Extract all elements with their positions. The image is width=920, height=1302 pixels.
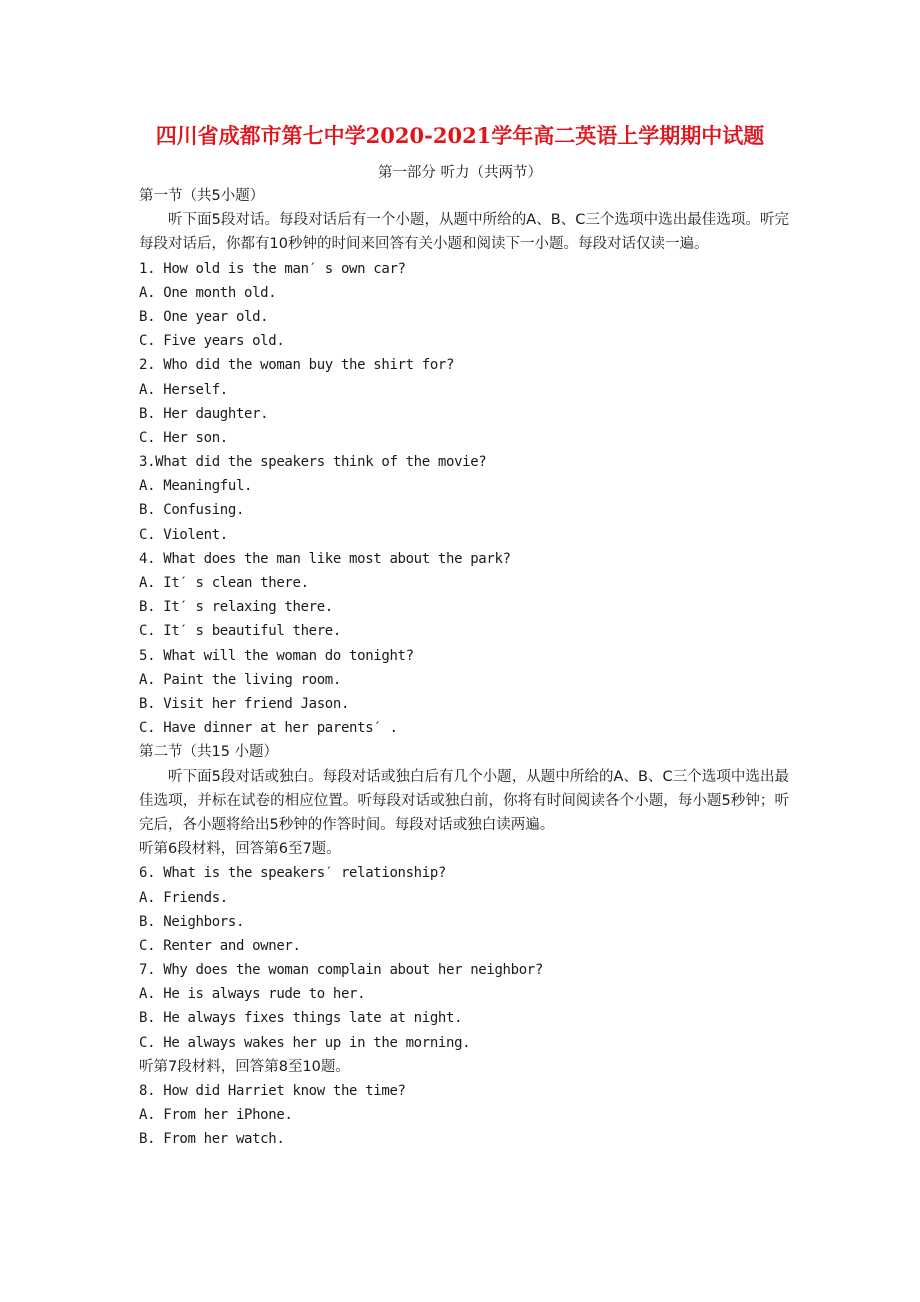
exam-body [139, 184, 789, 1152]
option-c: C. It′ s beautiful there. [139, 623, 341, 640]
group7-note: 听第7段材料，回答第8至10题。 [139, 1058, 350, 1075]
option-b: B. From her watch. [139, 1131, 285, 1148]
question-stem: 1. How old is the man′ s own car? [139, 260, 406, 277]
option-b: B. It′ s relaxing there. [139, 599, 333, 616]
option-a: A. One month old. [139, 284, 277, 301]
option-c: C. Her son. [139, 429, 228, 446]
option-b: B. Neighbors. [139, 913, 245, 930]
option-b: B. He always fixes things late at night. [139, 1010, 463, 1027]
question-7 [139, 958, 789, 1055]
question-stem: 6. What is the speakers′ relationship? [139, 865, 446, 882]
part-heading: 第一部分 听力（共两节） [377, 165, 543, 181]
section2-instructions: 听下面5段对话或独白。每段对话或独白后有几个小题，从题中所给的A、B、C三个选项中选出最佳选项，并标在试卷的相应位置。听每段对话或独白前，你将有时间阅读各个小题，每小题5秒钟；听完后，各小题将给出5秒钟的作答时间。每段对话或独白读两遍。 [139, 768, 789, 833]
option-c: C. He always wakes her up in the morning. [139, 1034, 471, 1051]
question-1 [139, 257, 789, 354]
option-b: B. One year old. [139, 308, 269, 325]
section2-heading: 第二节（共15 小题） [139, 744, 279, 761]
question-stem: 5. What will the woman do tonight? [139, 647, 414, 664]
option-b: B. Confusing. [139, 502, 245, 519]
question-8 [139, 1079, 789, 1152]
option-b: B. Visit her friend Jason. [139, 695, 350, 712]
question-stem: 4. What does the man like most about the park? [139, 550, 511, 567]
question-5 [139, 644, 789, 741]
question-stem: 8. How did Harriet know the time? [139, 1083, 406, 1100]
section1-heading: 第一节（共5小题） [139, 188, 265, 204]
question-stem: 7. Why does the woman complain about her neighbor? [139, 962, 543, 979]
document-title: 四川省成都市第七中学2020-2021学年高二英语上学期期中试题 [155, 123, 765, 148]
option-c: C. Violent. [139, 526, 228, 543]
question-stem: 2. Who did the woman buy the shirt for? [139, 357, 455, 374]
option-a: A. It′ s clean there. [139, 575, 309, 592]
question-stem: 3.What did the speakers think of the movie? [139, 454, 487, 471]
option-a: A. Meaningful. [139, 478, 253, 495]
section1-instructions: 听下面5段对话。每段对话后有一个小题，从题中所给的A、B、C三个选项中选出最佳选项。听完每段对话后，你都有10秒钟的时间来回答有关小题和阅读下一小题。每段对话仅读一遍。 [139, 212, 789, 253]
group6-note: 听第6段材料，回答第6至7题。 [139, 841, 341, 858]
option-b: B. Her daughter. [139, 405, 269, 422]
option-a: A. Herself. [139, 381, 228, 398]
option-a: A. Paint the living room. [139, 671, 341, 688]
question-3 [139, 450, 789, 547]
option-c: C. Have dinner at her parents′ . [139, 720, 398, 737]
question-2 [139, 353, 789, 450]
option-a: A. From her iPhone. [139, 1107, 293, 1124]
option-c: C. Renter and owner. [139, 937, 301, 954]
option-a: A. He is always rude to her. [139, 986, 366, 1003]
option-a: A. Friends. [139, 889, 228, 906]
option-c: C. Five years old. [139, 333, 285, 350]
question-6 [139, 861, 789, 958]
question-4 [139, 547, 789, 644]
